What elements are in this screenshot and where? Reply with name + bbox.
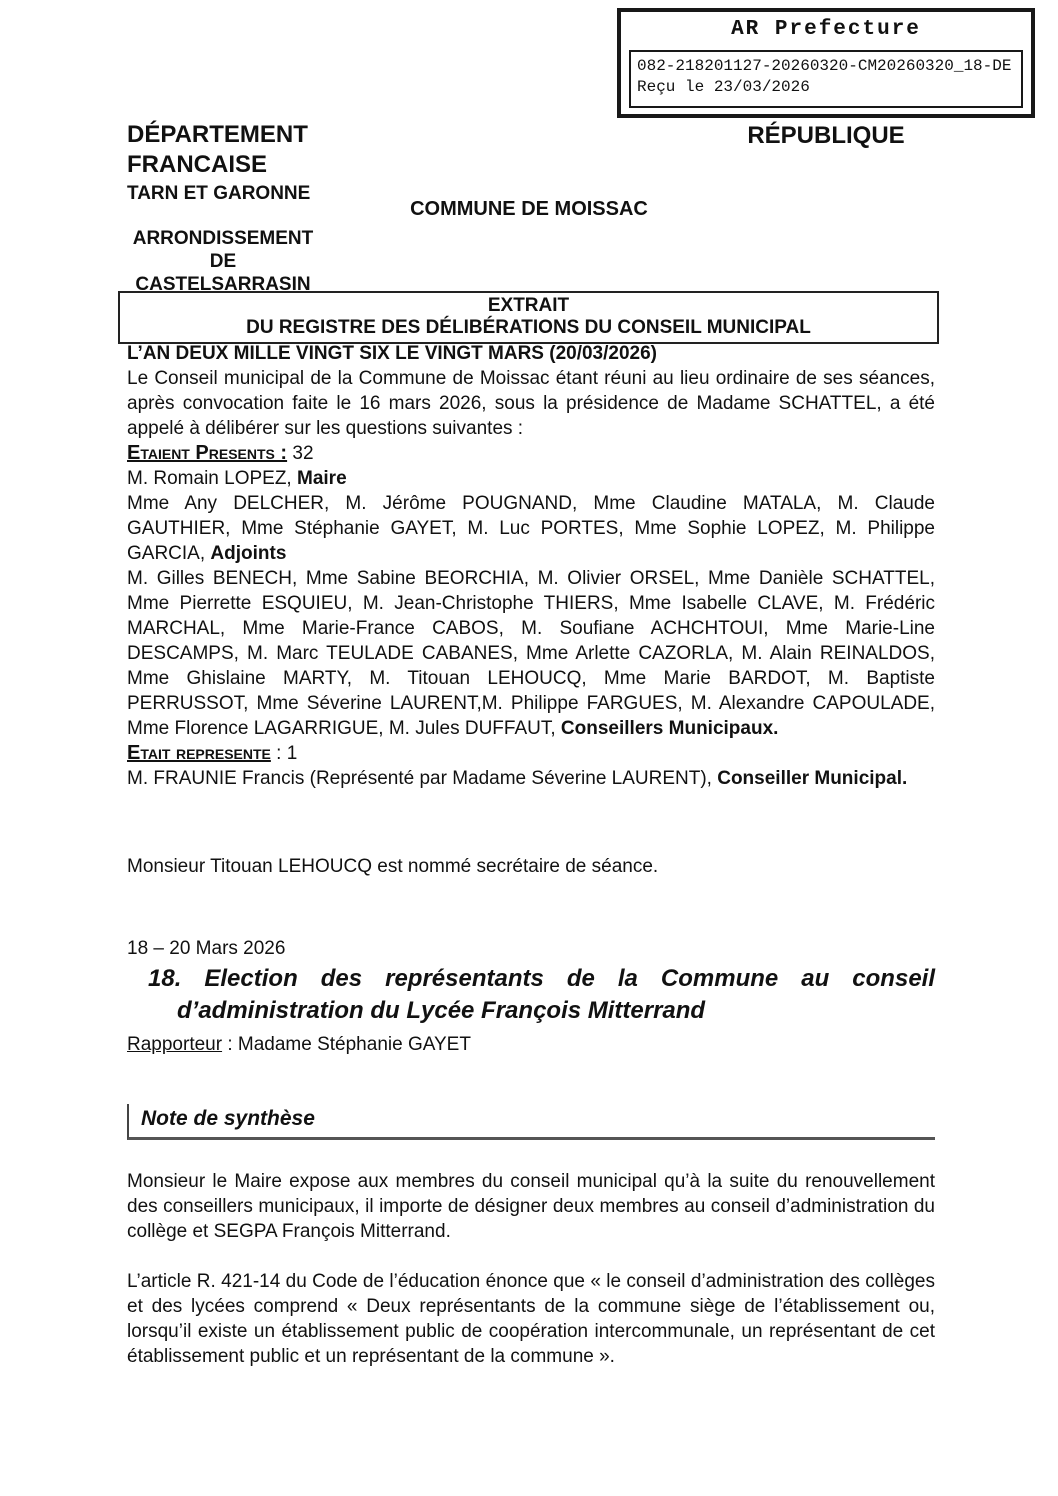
presents-label: Etaient Presents : <box>127 442 288 464</box>
deliberation-date-range: 18 – 20 Mars 2026 <box>127 938 286 959</box>
session-intro-paragraph: Le Conseil municipal de la Commune de Moissac étant réuni au lieu ordinaire de ses séances, après convocation faite le 16 mars 2026, sous la présidence de Madame SCHATTEL, a été appelé à délibérer sur les questions suivantes : <box>127 368 935 439</box>
arrondissement-block <box>127 227 319 296</box>
commune-title: COMMUNE DE MOISSAC <box>410 198 648 220</box>
republique-title: RÉPUBLIQUE <box>747 122 905 149</box>
conseillers-role: Conseillers Municipaux. <box>560 718 779 739</box>
fraunie-line <box>127 766 935 791</box>
adjoints-paragraph <box>127 491 935 566</box>
departement-title-line1: DÉPARTEMENT <box>127 121 308 148</box>
main-text-column <box>127 341 935 1369</box>
stamp-received-date: Reçu le 23/03/2026 <box>637 78 810 96</box>
departement-title-line2: FRANCAISE <box>127 151 268 178</box>
extrait-line2: DU REGISTRE DES DÉLIBÉRATIONS DU CONSEIL MUNICIPAL <box>246 317 811 338</box>
maire-line <box>127 466 935 491</box>
session-date-line: L’AN DEUX MILLE VINGT SIX LE VINGT MARS (20/03/2026) <box>127 343 657 364</box>
fraunie-role: Conseiller Municipal. <box>717 768 908 789</box>
stamp-reference-number: 082-218201127-20260320-CM20260320_18-DE <box>637 57 1012 75</box>
note-paragraph-2: L’article R. 421-14 du Code de l’éducation énonce que « le conseil d’administration des collèges et des lycées comprend « Deux représentants de la commune siège de l’établissement ou, lorsqu’il existe un établissement public de coopération intercommunale, un représentant de cet établissement public et un représentant de la commune ». <box>127 1271 935 1367</box>
deliberation-title: 18. Election des représentants de la Commune au conseil d’administration du Lycée François Mitterrand <box>148 965 935 1024</box>
rapporteur-label: Rapporteur <box>127 1034 223 1055</box>
departement-name: TARN ET GARONNE <box>127 183 311 204</box>
extrait-box <box>118 291 939 344</box>
arrondissement-line1: ARRONDISSEMENT <box>132 228 314 249</box>
maire-name: M. Romain LOPEZ, <box>127 468 297 489</box>
conseillers-names: M. Gilles BENECH, Mme Sabine BEORCHIA, M. Olivier ORSEL, Mme Danièle SCHATTEL, Mme Pierrette ESQUIEU, M. Jean-Christophe THIERS, Mme Isabelle CLAVE, M. Frédéric MARCHAL, Mme Marie-France CABOS, M. Soufiane ACHCHTOUI, Mme Marie-Line DESCAMPS, M. Marc TEULADE CABANES, Mme Arlette CAZORLA, M. Alain REINALDOS, Mme Ghislaine MARTY, M. Titouan LEHOUCQ, Mme Marie BARDOT, M. Baptiste PERRUSSOT, Mme Séverine LAURENT,M. Philippe FARGUES, M. Alexandre CAPOULADE, Mme Florence LAGARRIGUE, M. Jules DUFFAUT, <box>127 568 935 739</box>
rapporteur-name: : Madame Stéphanie GAYET <box>222 1034 471 1055</box>
prefecture-stamp <box>617 8 1035 118</box>
represente-count: : 1 <box>270 743 298 764</box>
represente-label: Etait represente <box>127 742 271 764</box>
stamp-reference-box <box>629 50 1023 108</box>
note-synthese-heading: Note de synthèse <box>127 1104 935 1140</box>
presents-heading <box>127 441 935 466</box>
stamp-title: AR Prefecture <box>731 18 921 41</box>
secretaire-line: Monsieur Titouan LEHOUCQ est nommé secrétaire de séance. <box>127 856 659 877</box>
maire-role: Maire <box>297 468 347 489</box>
adjoints-names: Mme Any DELCHER, M. Jérôme POUGNAND, Mme Claudine MATALA, M. Claude GAUTHIER, Mme Stéphanie GAYET, M. Luc PORTES, Mme Sophie LOPEZ, M. Philippe GARCIA, <box>127 493 935 564</box>
fraunie-name: M. FRAUNIE Francis (Représenté par Madame Séverine LAURENT), <box>127 768 718 789</box>
rapporteur-line <box>127 1032 935 1057</box>
extrait-line1: EXTRAIT <box>487 295 570 316</box>
arrondissement-line3: CASTELSARRASIN <box>135 274 311 295</box>
adjoints-role: Adjoints <box>210 543 287 564</box>
represente-heading <box>127 741 935 766</box>
conseillers-paragraph <box>127 566 935 741</box>
presents-count: 32 <box>287 443 314 464</box>
arrondissement-line2: DE <box>209 251 237 272</box>
note-paragraph-1: Monsieur le Maire expose aux membres du conseil municipal qu’à la suite du renouvellement des conseillers municipaux, il importe de désigner deux membres au conseil d’administration du collège et SEGPA François Mitterrand. <box>127 1171 935 1242</box>
